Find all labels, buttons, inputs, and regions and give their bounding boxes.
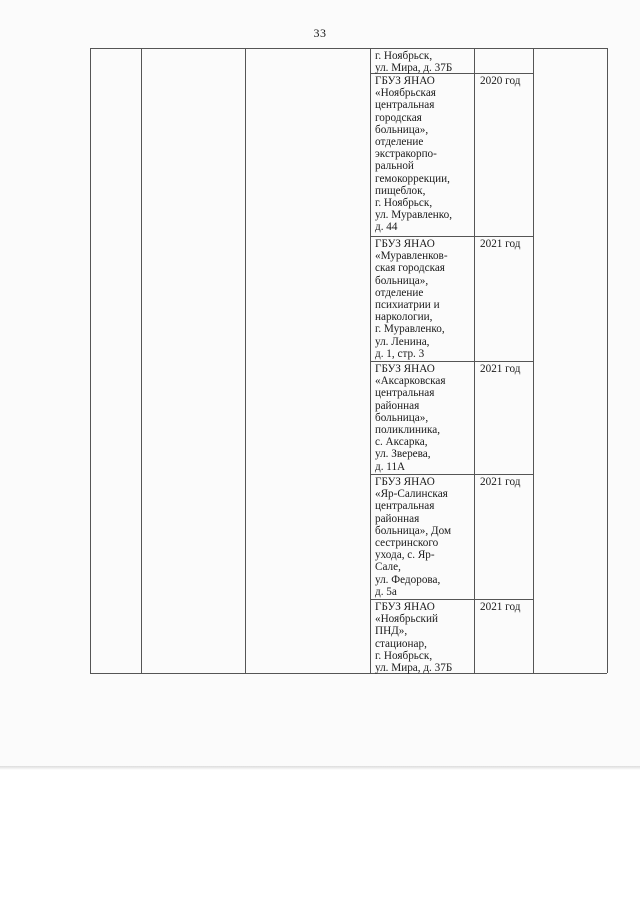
row-separator [370,361,533,362]
row-separator [370,474,533,475]
table-column-divider [141,48,142,673]
table-border-bottom [90,673,607,674]
page-number: 33 [313,26,327,40]
table-border-left [90,48,91,673]
table-cell-facility: ГБУЗ ЯНАО «Ноябрьская центральная городская больница», отделение экстракорпо- ральной гемокоррекции, пищеблок, г. Ноябрьск, ул. Муравленко, д. 44 [375,75,453,234]
page-edge-shadow [0,766,640,770]
row-separator [370,599,533,600]
table-cell-facility: ГБУЗ ЯНАО «Муравленков- ская городская больница», отделение психиатрии и наркологии, г. Муравленко, ул. Ленина, д. 1, стр. 3 [375,238,448,360]
table-column-divider [245,48,246,673]
table-border-right [607,48,608,673]
row-separator [370,236,533,237]
table-column-divider [533,48,534,673]
table-cell-facility: ГБУЗ ЯНАО «Яр-Салинская центральная районная больница», Дом сестринского ухода, с. Яр- Сале, ул. Федорова, д. 5а [375,476,452,598]
table-cell-facility: г. Ноябрьск, ул. Мира, д. 37Б [375,50,453,75]
table-cell-year: 2021 год [480,238,521,250]
table-cell-year: 2020 год [480,75,521,87]
table-cell-year: 2021 год [480,476,521,488]
table-cell-year: 2021 год [480,363,521,375]
table-cell-facility: ГБУЗ ЯНАО «Аксарковская центральная районная больница», поликлиника, с. Аксарка, ул. Зверева, д. 11А [375,363,446,473]
table-cell-facility: ГБУЗ ЯНАО «Ноябрьский ПНД», стационар, г. Ноябрьск, ул. Мира, д. 37Б [375,601,453,675]
table-cell-year: 2021 год [480,601,521,613]
